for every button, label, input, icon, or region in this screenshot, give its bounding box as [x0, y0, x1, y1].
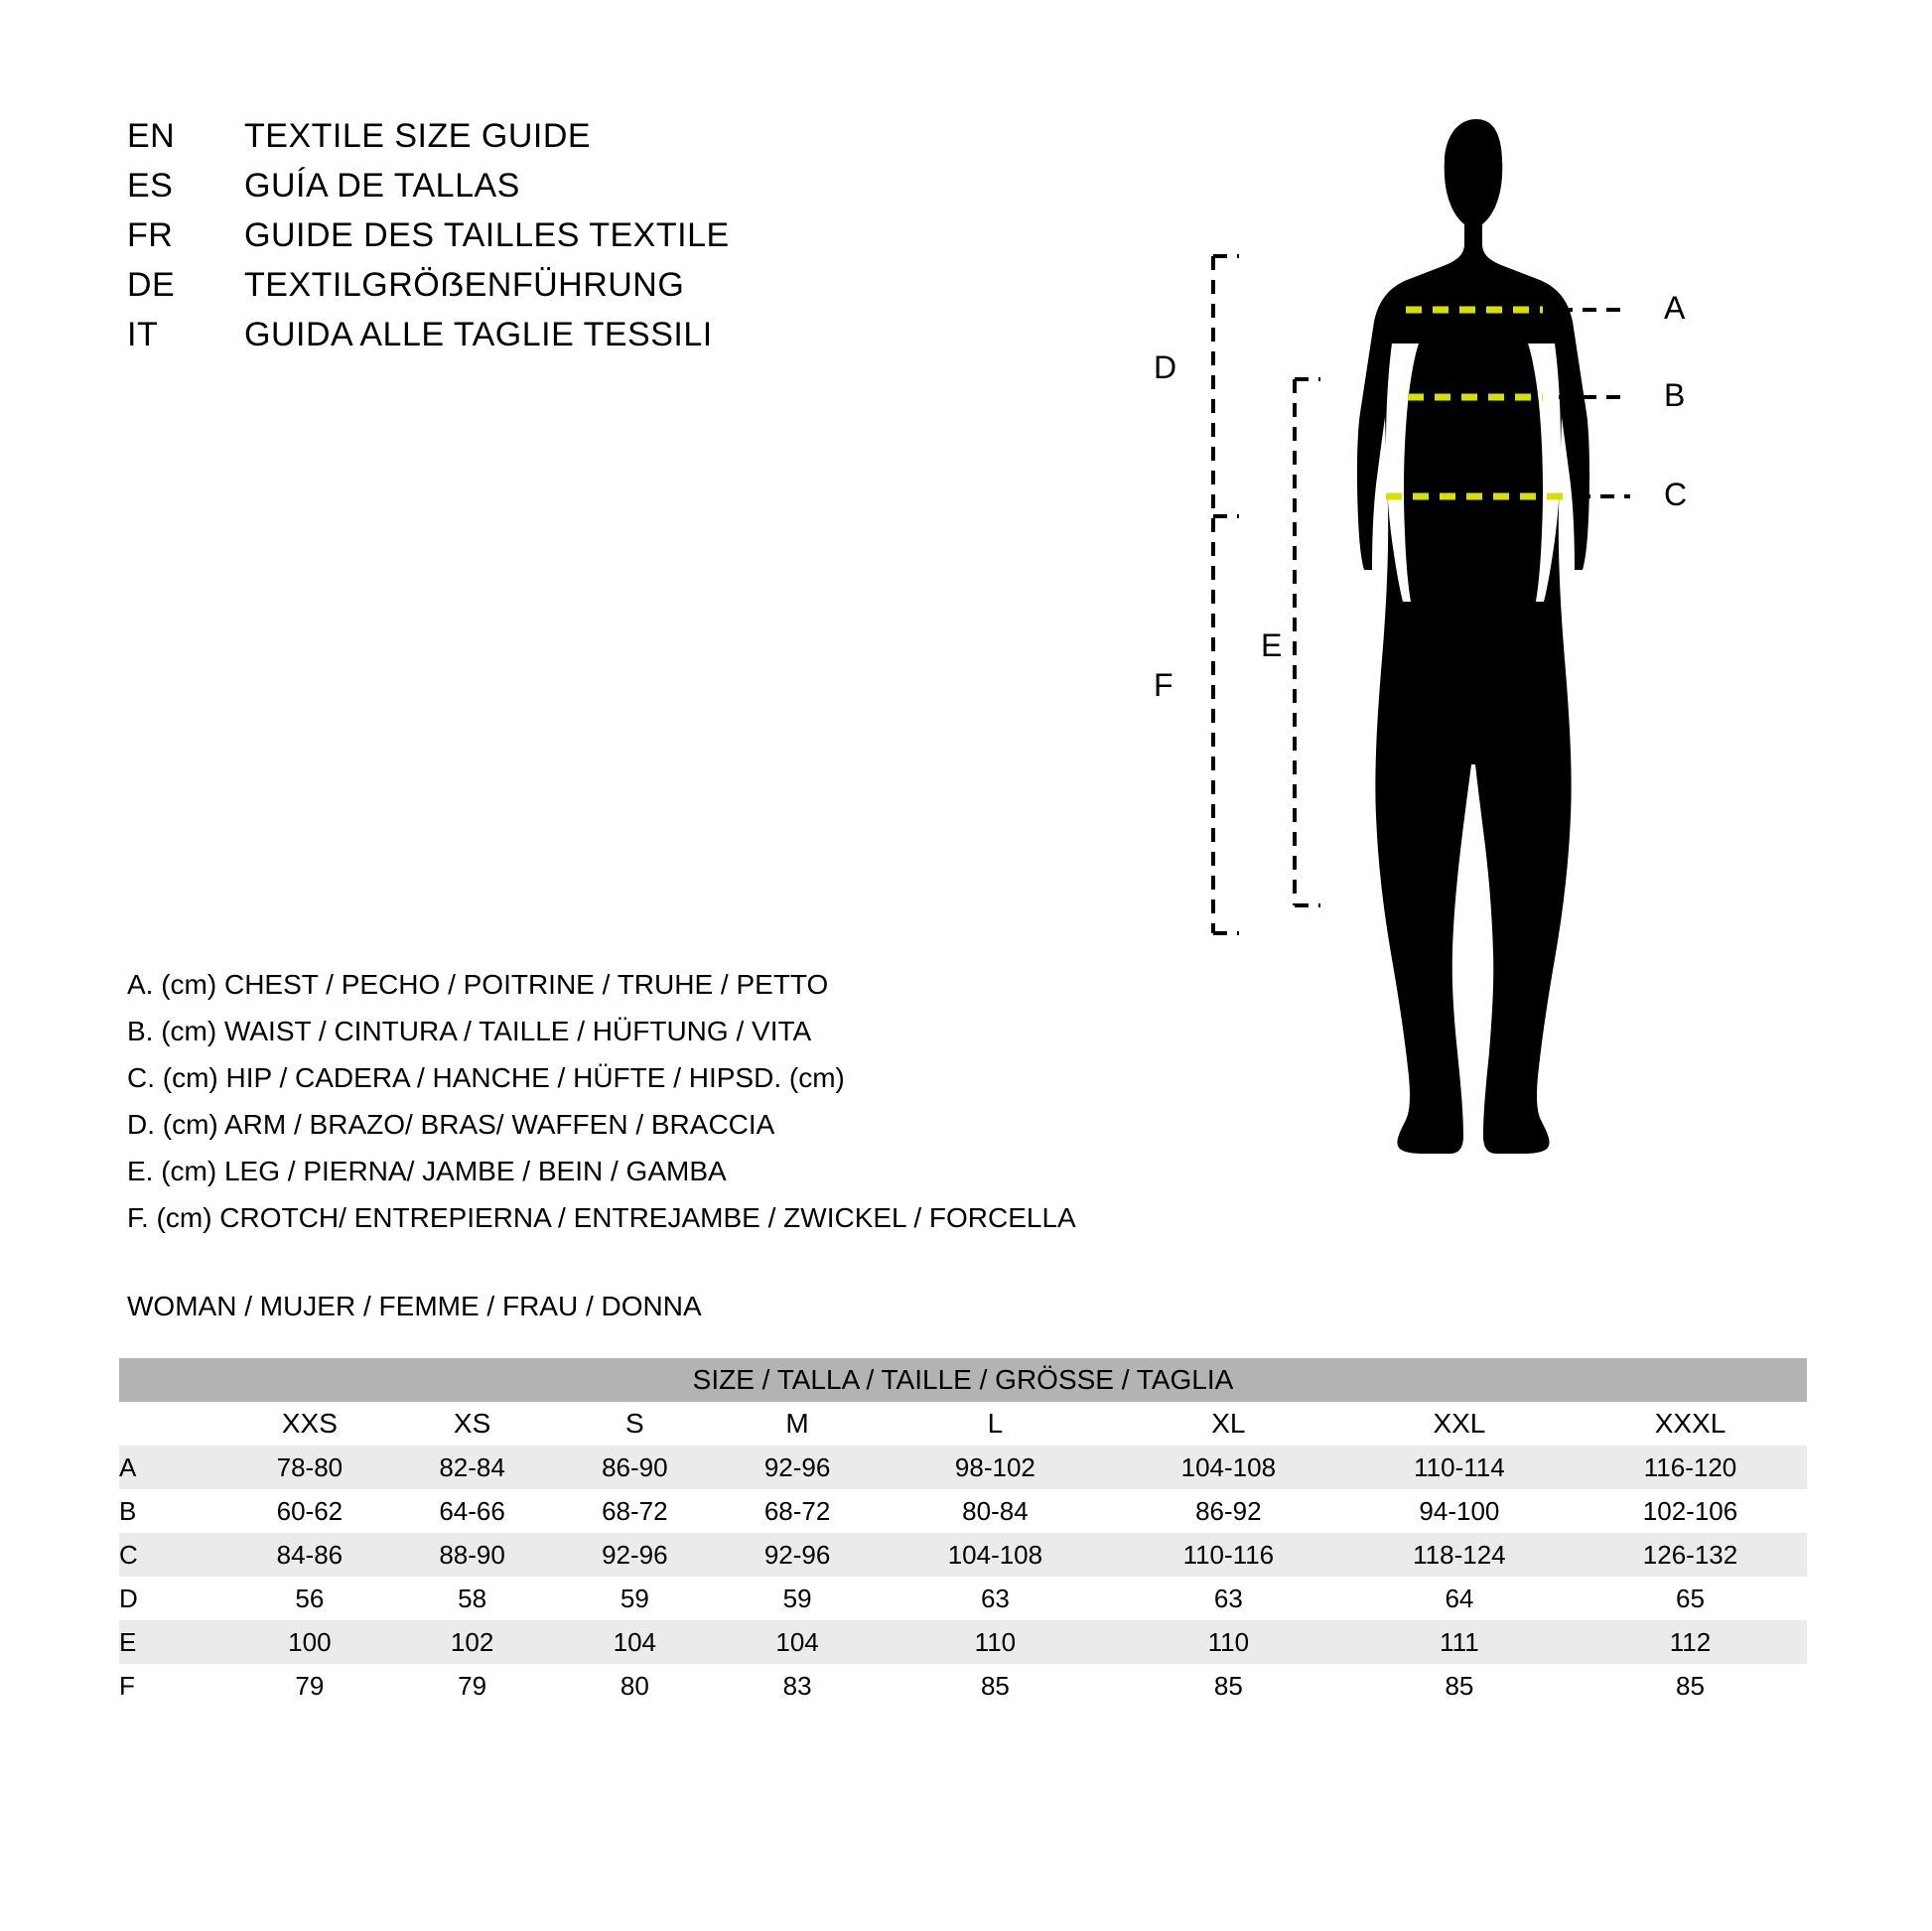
- table-row: [119, 1446, 1807, 1489]
- cell-d-l: 63: [879, 1577, 1112, 1620]
- row-label-e: E: [119, 1620, 228, 1664]
- row-label-f: F: [119, 1664, 228, 1708]
- marker-label-d: D: [1154, 349, 1177, 385]
- cell-e-xs: 102: [391, 1620, 554, 1664]
- table-row: [119, 1577, 1807, 1620]
- cell-e-xl: 110: [1112, 1620, 1345, 1664]
- cell-a-xxs: 78-80: [228, 1446, 391, 1489]
- table-row: [119, 1533, 1807, 1577]
- cell-a-l: 98-102: [879, 1446, 1112, 1489]
- cell-f-xs: 79: [391, 1664, 554, 1708]
- row-label-a: A: [119, 1446, 228, 1489]
- row-label-c: C: [119, 1533, 228, 1577]
- title-text-de: TEXTILGRÖẞENFÜHRUNG: [244, 266, 685, 304]
- title-text-es: GUÍA DE TALLAS: [244, 167, 520, 205]
- crotch-bracket: [1213, 518, 1239, 933]
- cell-c-xxl: 118-124: [1345, 1533, 1574, 1577]
- title-lang-en: EN: [127, 117, 176, 155]
- cell-d-xs: 58: [391, 1577, 554, 1620]
- cell-e-xxl: 111: [1345, 1620, 1574, 1664]
- marker-label-b: B: [1664, 377, 1686, 413]
- cell-f-xxl: 85: [1345, 1664, 1574, 1708]
- legend-item-c: C. (cm) HIP / CADERA / HANCHE / HÜFTE / HIPSD. (cm): [127, 1062, 845, 1093]
- table-band-label: SIZE / TALLA / TAILLE / GRÖSSE / TAGLIA: [119, 1358, 1807, 1402]
- cell-b-xs: 64-66: [391, 1489, 554, 1533]
- size-header-xxl: XXL: [1345, 1402, 1574, 1446]
- title-row-fr: [127, 216, 941, 266]
- cell-b-s: 68-72: [553, 1489, 716, 1533]
- cell-d-xl: 63: [1112, 1577, 1345, 1620]
- cell-b-xxs: 60-62: [228, 1489, 391, 1533]
- legend-block: [127, 961, 1199, 1241]
- cell-e-m: 104: [716, 1620, 879, 1664]
- cell-a-xxxl: 116-120: [1574, 1446, 1807, 1489]
- size-table: [119, 1358, 1807, 1708]
- cell-c-s: 92-96: [553, 1533, 716, 1577]
- table-header-row: [119, 1402, 1807, 1446]
- title-row-de: [127, 266, 941, 316]
- cell-a-m: 92-96: [716, 1446, 879, 1489]
- title-lang-fr: FR: [127, 216, 174, 254]
- size-header-xxs: XXS: [228, 1402, 391, 1446]
- size-header-m: M: [716, 1402, 879, 1446]
- cell-c-xxs: 84-86: [228, 1533, 391, 1577]
- title-row-en: [127, 117, 941, 167]
- cell-c-xxxl: 126-132: [1574, 1533, 1807, 1577]
- title-row-it: [127, 316, 941, 365]
- cell-e-xxs: 100: [228, 1620, 391, 1664]
- table-row: [119, 1489, 1807, 1533]
- cell-b-xxl: 94-100: [1345, 1489, 1574, 1533]
- table-row: [119, 1664, 1807, 1708]
- cell-a-s: 86-90: [553, 1446, 716, 1489]
- legend-item-a: A. (cm) CHEST / PECHO / POITRINE / TRUHE / PETTO: [127, 969, 829, 1000]
- cell-d-xxxl: 65: [1574, 1577, 1807, 1620]
- cell-f-xl: 85: [1112, 1664, 1345, 1708]
- title-lang-es: ES: [127, 167, 174, 205]
- cell-e-s: 104: [553, 1620, 716, 1664]
- cell-a-xl: 104-108: [1112, 1446, 1345, 1489]
- size-header-s: S: [553, 1402, 716, 1446]
- cell-f-m: 83: [716, 1664, 879, 1708]
- cell-a-xxl: 110-114: [1345, 1446, 1574, 1489]
- cell-c-xl: 110-116: [1112, 1533, 1345, 1577]
- cell-c-m: 92-96: [716, 1533, 879, 1577]
- marker-label-c: C: [1664, 477, 1688, 512]
- legend-item-f: F. (cm) CROTCH/ ENTREPIERNA / ENTREJAMBE / ZWICKEL / FORCELLA: [127, 1202, 1076, 1233]
- table-row: [119, 1620, 1807, 1664]
- woman-silhouette-icon: [1357, 119, 1589, 1154]
- cell-d-s: 59: [553, 1577, 716, 1620]
- leg-bracket: [1295, 379, 1320, 905]
- row-label-d: D: [119, 1577, 228, 1620]
- title-block: [127, 117, 941, 365]
- table-corner-cell: [119, 1402, 228, 1446]
- size-header-l: L: [879, 1402, 1112, 1446]
- cell-d-xxl: 64: [1345, 1577, 1574, 1620]
- cell-f-xxxl: 85: [1574, 1664, 1807, 1708]
- cell-d-m: 59: [716, 1577, 879, 1620]
- title-text-fr: GUIDE DES TAILLES TEXTILE: [244, 216, 730, 254]
- cell-b-xl: 86-92: [1112, 1489, 1345, 1533]
- row-label-b: B: [119, 1489, 228, 1533]
- title-lang-de: DE: [127, 266, 176, 304]
- cell-c-xs: 88-90: [391, 1533, 554, 1577]
- measurement-figure: [1122, 60, 1876, 1211]
- legend-item-b: B. (cm) WAIST / CINTURA / TAILLE / HÜFTUNG / VITA: [127, 1016, 812, 1046]
- legend-item-d: D. (cm) ARM / BRAZO/ BRAS/ WAFFEN / BRACCIA: [127, 1109, 775, 1140]
- title-text-it: GUIDA ALLE TAGLIE TESSILI: [244, 316, 713, 353]
- marker-label-e: E: [1261, 627, 1283, 663]
- cell-f-l: 85: [879, 1664, 1112, 1708]
- table-band-row: [119, 1358, 1807, 1402]
- size-header-xxxl: XXXL: [1574, 1402, 1807, 1446]
- marker-label-a: A: [1664, 290, 1686, 326]
- cell-b-xxxl: 102-106: [1574, 1489, 1807, 1533]
- cell-f-s: 80: [553, 1664, 716, 1708]
- figure-svg: [1122, 60, 1876, 1211]
- cell-f-xxs: 79: [228, 1664, 391, 1708]
- cell-b-l: 80-84: [879, 1489, 1112, 1533]
- cell-c-l: 104-108: [879, 1533, 1112, 1577]
- legend-item-e: E. (cm) LEG / PIERNA/ JAMBE / BEIN / GAMBA: [127, 1156, 727, 1186]
- size-header-xs: XS: [391, 1402, 554, 1446]
- cell-a-xs: 82-84: [391, 1446, 554, 1489]
- title-text-en: TEXTILE SIZE GUIDE: [244, 117, 592, 155]
- title-lang-it: IT: [127, 316, 159, 353]
- cell-e-xxxl: 112: [1574, 1620, 1807, 1664]
- cell-d-xxs: 56: [228, 1577, 391, 1620]
- marker-label-f: F: [1154, 667, 1173, 703]
- arm-bracket: [1213, 256, 1239, 516]
- title-row-es: [127, 167, 941, 216]
- cell-e-l: 110: [879, 1620, 1112, 1664]
- size-header-xl: XL: [1112, 1402, 1345, 1446]
- section-caption: WOMAN / MUJER / FEMME / FRAU / DONNA: [127, 1291, 702, 1321]
- cell-b-m: 68-72: [716, 1489, 879, 1533]
